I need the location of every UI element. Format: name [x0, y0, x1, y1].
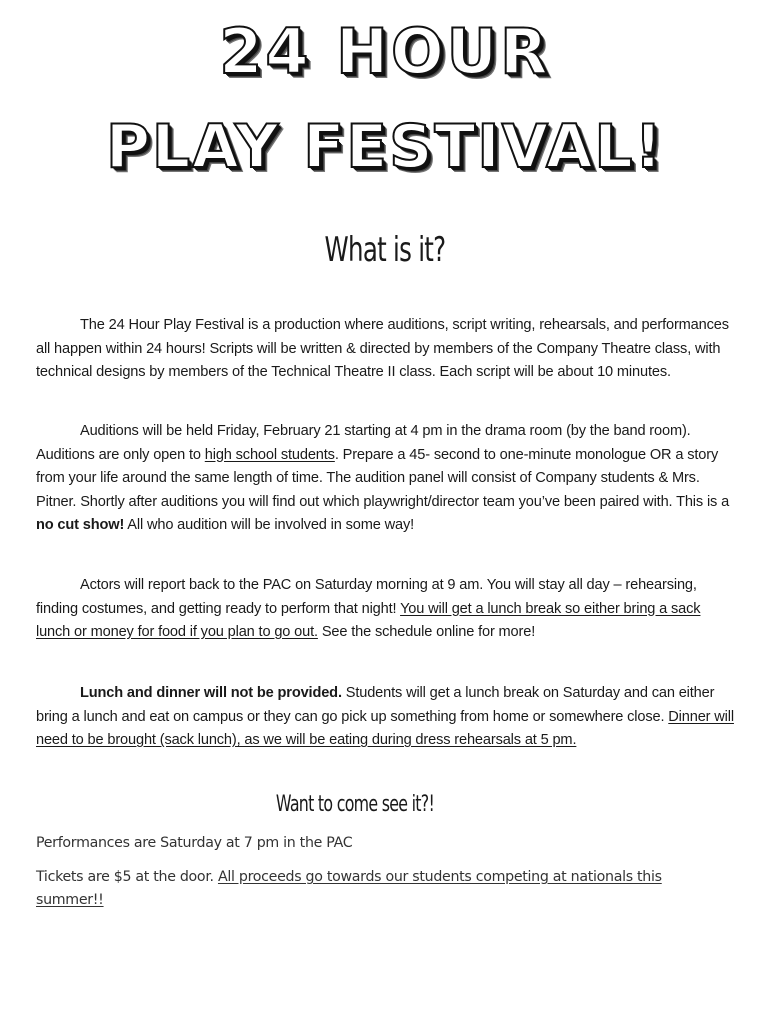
- intro-paragraph: [36, 314, 736, 385]
- auditions-underlined: high school students: [204, 446, 335, 463]
- meals-text: Students will get a lunch break on Saturday and can either bring a lunch and eat on campus or they can go pick up something from home or somewhere close.: [36, 685, 715, 725]
- auditions-text-b: . Prepare a 45- second to one-minute monologue OR a story from your life around the same length of time. The audition panel will consist of Company students & Mrs. Pitner. Shortly after auditions you will find out which playwright/director team you’ve been paired with. This is a: [36, 446, 730, 510]
- heading-want-to-see: Want to come see it?!: [275, 792, 435, 817]
- title-line-1: 24 HOUR: [219, 15, 551, 88]
- tickets-proceeds: All proceeds go towards our students competing at nationals this summer!!: [36, 869, 662, 908]
- auditions-paragraph: [36, 420, 736, 538]
- meals-paragraph: [36, 682, 736, 753]
- actors-text-a: Actors will report back to the PAC on Saturday morning at 9 am. You will stay all day – rehearsing, finding costumes, and getting ready to perform that night!: [36, 577, 697, 617]
- auditions-text-a: Auditions will be held Friday, February 21 starting at 4 pm in the drama room (by the band room). Auditions are only open to: [36, 423, 691, 463]
- intro-text: The 24 Hour Play Festival is a production where auditions, script writing, rehearsals, and performances all happen within 24 hours! Scripts will be written & directed by members of the Company Theatre class, with technical designs by members of the Technical Theatre II class. Each script will be about 10 minutes.: [36, 317, 729, 380]
- meals-bold: Lunch and dinner will not be provided.: [80, 685, 342, 701]
- actors-paragraph: [36, 574, 736, 645]
- tickets-price: Tickets are $5 at the door.: [36, 869, 218, 885]
- dinner-underlined: Dinner will need to be brought (sack lunch), as we will be eating during dress rehearsals at 5 pm.: [36, 708, 734, 748]
- no-cut-show-bold: no cut show!: [36, 517, 125, 533]
- heading-what-is-it: What is it?: [324, 230, 446, 270]
- performances-line: Performances are Saturday at 7 pm in the PAC: [36, 835, 353, 851]
- lunch-break-underlined: You will get a lunch break so either bring a sack lunch or money for food if you plan to go out.: [36, 600, 701, 640]
- tickets-line: [36, 866, 676, 912]
- title-line-2: PLAY FESTIVAL!: [105, 112, 665, 182]
- actors-text-b: See the schedule online for more!: [317, 624, 536, 640]
- auditions-text-c: All who audition will be involved in some way!: [124, 517, 415, 533]
